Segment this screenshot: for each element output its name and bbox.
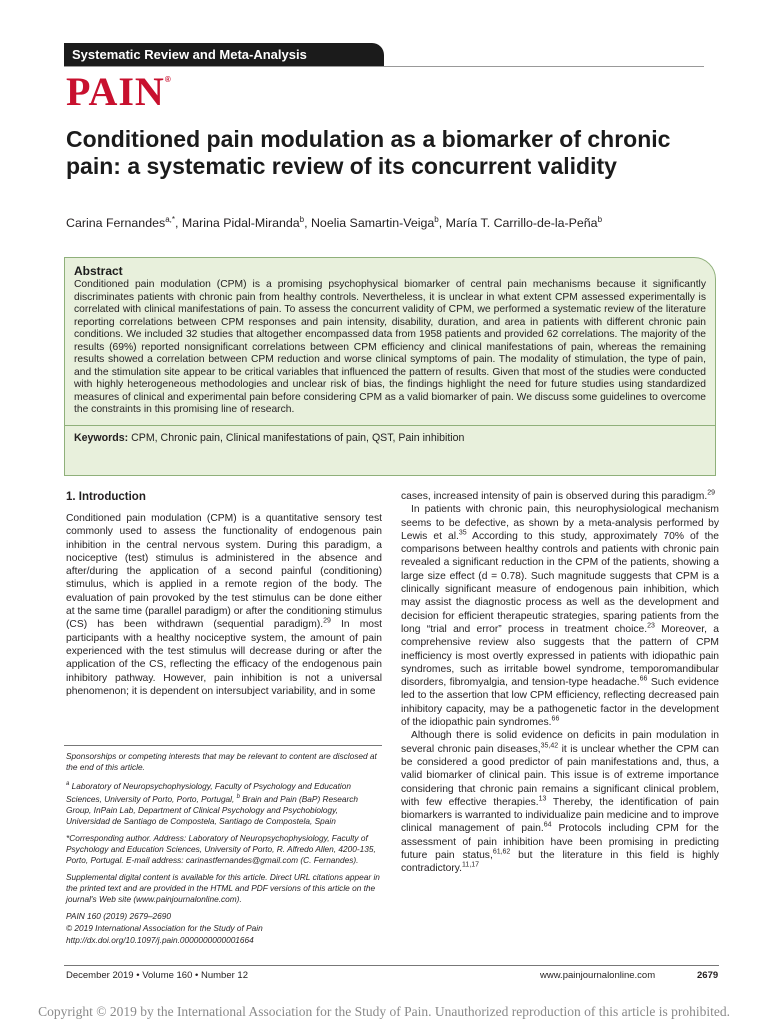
citation-ref: 23 bbox=[647, 622, 655, 630]
footnote-corresponding-author: *Corresponding author. Address: Laboratory of Neuropsychophysiology, Faculty of Psychology and Education Sciences, University of Porto, R. Alfredo Allen, 4200-135, Porto, Portugal. E-mail address: carinastfernandes@gmail.com (C. Fernandes). bbox=[66, 832, 376, 865]
right-column bbox=[401, 490, 719, 876]
logo-registered-mark: ® bbox=[164, 75, 172, 84]
footnote-citation: PAIN 160 (2019) 2679–2690 bbox=[66, 910, 172, 921]
abstract-divider bbox=[65, 425, 715, 426]
citation-ref: 61,62 bbox=[492, 848, 511, 856]
citation-ref: 35,42 bbox=[540, 742, 559, 750]
abstract-heading: Abstract bbox=[74, 264, 123, 278]
header-divider bbox=[64, 66, 704, 67]
citation-ref: 66 bbox=[639, 675, 648, 683]
citation-ref: 11,17 bbox=[462, 861, 480, 869]
citation-ref: 35 bbox=[458, 529, 467, 537]
logo-text: PAIN bbox=[66, 69, 165, 114]
section-banner: Systematic Review and Meta-Analysis bbox=[64, 43, 384, 67]
author-affiliation: b bbox=[299, 215, 305, 224]
author-name: Carina Fernandes bbox=[66, 216, 166, 231]
author-affiliation: b bbox=[434, 215, 439, 224]
page-number: 2679 bbox=[697, 970, 719, 981]
author-name: María T. Carrillo-de-la-Peña bbox=[445, 216, 598, 231]
author-name: Noelia Samartin-Veiga bbox=[310, 216, 435, 231]
body-paragraph: cases, increased intensity of pain is observed during this paradigm.$^{29}$ bbox=[401, 489, 716, 502]
citation-ref: 29 bbox=[707, 489, 716, 497]
footnote-supplemental: Supplemental digital content is available for this article. Direct URL citations appear in the printed text and are provided in the HTML and PDF versions of this article on the journal's Web site (www.painjournalonline.com). bbox=[66, 871, 380, 904]
footer-divider bbox=[64, 965, 719, 966]
body-paragraph: Although there is solid evidence on deficits in pain modulation in several chronic pain diseases,$^{35,42}$ it is unclear whether the CPM can be considered a good predictor of pain manifestations and, thus, a valid biomarker of clinical pain. This issue is of extreme importance considering that chronic pain remains a significant clinical problem, with few effective therapies.$^{13}$ Thereby, the identification of pain biomarkers is warranted to individualize pain medicine and to improve clinical management of pain.$^{64}$ Protocols including CPM for the assessment of pain inhibition have been promising in predicting future pain status,$^{61,62}$ but the literature in this field is highly contradictory.$^{11,17}$ bbox=[401, 730, 720, 875]
keywords-text: CPM, Chronic pain, Clinical manifestations of pain, QST, Pain inhibition bbox=[131, 431, 465, 444]
citation-ref: 64 bbox=[543, 822, 552, 829]
abstract-box bbox=[64, 257, 716, 476]
citation-ref: 29 bbox=[323, 617, 331, 625]
journal-logo bbox=[66, 69, 172, 114]
footer-issue: December 2019 • Volume 160 • Number 12 bbox=[66, 970, 248, 981]
body-paragraph: Conditioned pain modulation (CPM) is a quantitative sensory test commonly used to assess the functionality of endogenous pain inhibition in the central nervous system. During this paradigm, a nociceptive (test) stimulus is administered in the absence and after/during the application of a second painful (conditioning) stimulus, which is applied in a remote region of the body. The evaluation of pain provoked by the test stimulus can be done either at the same time (parallel paradigm) or after the conditioning stimulus (CS) has been withdrawn (sequential paradigm).$^{29}$ In most participants with a healthy nociceptive system, the amount of pain experienced with the test stimulus will decrease during or after the application of the CS, reflecting the efficacy of the endogenous pain inhibitory pathway. However, pain inhibition is not a universal phenomenon; it is dependent on intersubject variability, and in some bbox=[66, 513, 383, 697]
footnote-copyright: © 2019 International Association for the Study of Pain bbox=[66, 922, 263, 933]
keywords-label: Keywords: bbox=[74, 431, 129, 444]
footnotes bbox=[66, 751, 384, 947]
author-name: Marina Pidal-Miranda bbox=[181, 216, 300, 231]
citation-ref: 66 bbox=[551, 715, 560, 723]
footnote-affiliations: $^a$ Laboratory of Neuropsychophysiology, Faculty of Psychology and Education Sciences, University of Porto, Porto, Portugal, $^b$ Brain and Pain (BaP) Research Group, InPain Lab, Department of Clinical Psychology and Psychobiology, Universidad de Santiago de Compostela, Santiago de Compostela, Spain bbox=[66, 780, 359, 826]
footer-website-link[interactable]: www.painjournalonline.com bbox=[540, 970, 656, 981]
body-paragraph: In patients with chronic pain, this neurophysiological mechanism seems to be defective, as shown by a meta-analysis performed by Lewis et al.$^{35}$ According to this study, approximately 70% of the comparisons between healthy controls and patients with chronic pain revealed a significant reduction in the CPM of the patients, showing a large size effect (d = 0.78). Such magnitude suggests that CPM is a clinically significant measure of endogenous pain inhibition, which may assist the diagnostic process as well as the development and decision for efficient therapeutic strategies, sparing patients from the long “trial and error” process in treatment choice.$^{23}$ Moreover, a comprehensive review also suggests that the pattern of CPM inefficiency is most overtly expressed in patients with idiopathic pain syndromes, such as irritable bowel syndrome, temporomandibular disorders, fibromyalgia, and tension-type headache.$^{66}$ Such evidence led to the assertion that low CPM efficiency, reflecting decreased pain inhibitory capacity, may be a pathogenetic factor in the development of the idiopathic pain syndromes.$^{66}$ bbox=[401, 504, 719, 729]
left-column bbox=[66, 490, 382, 698]
copyright-watermark: Copyright © 2019 by the International Association for the Study of Pain. Unauthorized reproduction of this article is prohibited. bbox=[38, 1004, 730, 1019]
author-list: Carina Fernandes$^{a,*}$, Marina Pidal-Miranda$^b$, Noelia Samartin-Veiga$^b$, María T. Carrillo-de-la-Peña$^b$ bbox=[66, 215, 603, 231]
footnote-doi-link[interactable]: http://dx.doi.org/10.1097/j.pain.0000000000001664 bbox=[66, 934, 254, 945]
abstract-text: Conditioned pain modulation (CPM) is a promising psychophysical biomarker of central pain mechanisms because it significantly discriminates patients with chronic pain from healthy controls. Nevertheless, it is unclear in what extent CPM assessed experimentally is correlated with clinical manifestations of pain. To assess the concurrent validity of CPM, we performed a systematic review of the literature reporting correlations between CPM responses and pain intensity, disability, duration, and area in patients with different chronic pain conditions. We included 32 studies that altogether encompassed data from 1958 patients and provided 62 correlations. The majority of the results (69%) reported nonsignificant correlations between CPM efficiency and clinical manifestations of pain, whereas the remaining results showed a correlation between CPM reduction and worse clinical symptoms of pain. The modality of stimulation, the type of pain, and the stimulation site appear to be critical variables that influenced the pattern of results. Given that most of the studies were conducted with highly heterogeneous methodologies and unclear risk of bias, the findings highlight the need for future studies using standardized measures of clinical and experimental pain before considering CPM as a valid biomarker of pain. We discuss some guidelines to overcome the constraints in this promising line of research. bbox=[74, 279, 706, 415]
citation-ref: 13 bbox=[538, 795, 547, 803]
footnote-disclosure: Sponsorships or competing interests that may be relevant to content are disclosed at the end of this article. bbox=[66, 751, 377, 772]
author-affiliation: b bbox=[597, 215, 603, 224]
section-heading: 1. Introduction bbox=[66, 491, 146, 503]
article-title: Conditioned pain modulation as a biomarker of chronic pain: a systematic review of its concurrent validity bbox=[66, 126, 671, 179]
author-affiliation: a,* bbox=[165, 215, 175, 224]
footnote-divider bbox=[64, 745, 382, 746]
keywords-line bbox=[74, 432, 706, 445]
